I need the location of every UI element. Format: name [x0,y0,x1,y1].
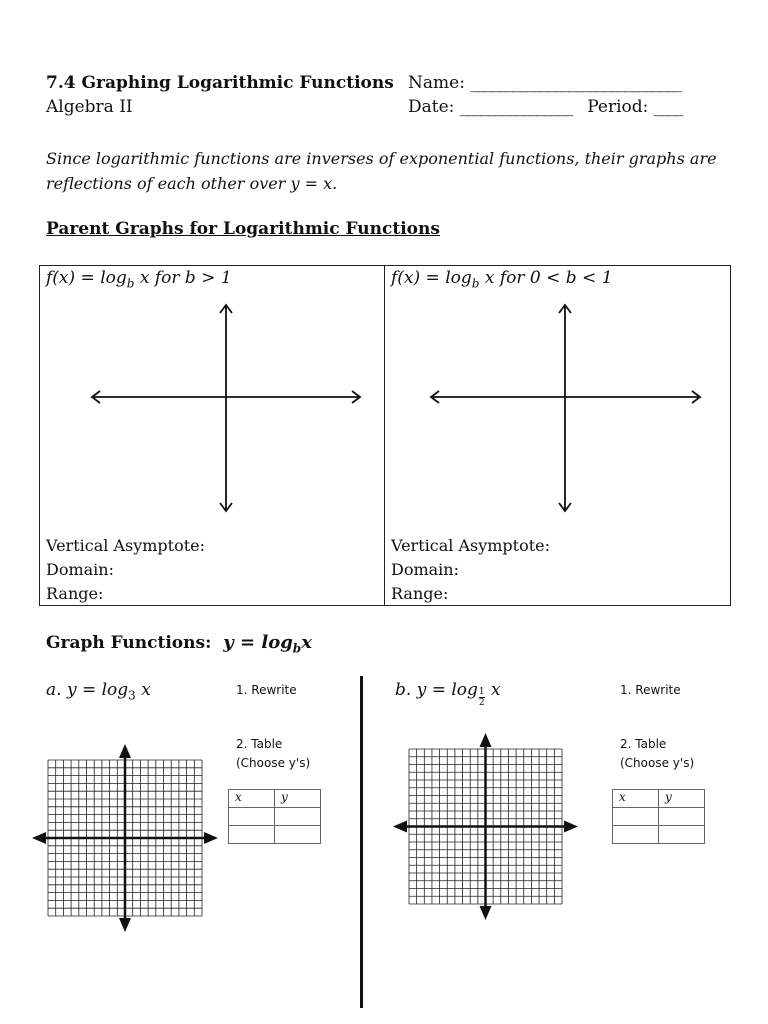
right-domain-label: Domain: [391,560,459,579]
problem-b-formula: b. y = log [395,680,478,700]
worksheet-title: 7.4 Graphing Logarithmic Functions [46,73,394,93]
name-label: Name: [408,73,471,93]
right-formula-base: b [471,276,480,291]
date-label: Date: [408,97,460,117]
intro-text: Since logarithmic functions are inverses of exponential functions, their graphs are reflections of each other over y = x. [46,149,717,193]
right-asymptote-label: Vertical Asymptote: [391,536,551,555]
problem-b-col-y: y [659,790,705,808]
problem-b-step1: 1. Rewrite [620,683,681,697]
right-formula-tail: x for 0 < b < 1 [479,268,613,288]
right-range-label: Range: [391,584,449,603]
left-domain-label: Domain: [46,560,114,579]
problem-b-step2-line2: (Choose y's) [620,756,695,770]
problem-a-col-y: y [275,790,321,808]
problem-a-var: x [135,680,151,700]
graph-functions-var: x [301,632,312,653]
right-formula-main: f(x) = log [391,268,472,288]
problem-b-step2-line1: 2. Table [620,737,667,751]
problem-a-step2-line2: (Choose y's) [236,756,311,770]
problem-a-step2-line1: 2. Table [236,737,283,751]
problem-b-base-num: 1 [478,687,485,697]
problem-a-formula: a. y = log [46,680,129,700]
left-formula-main: f(x) = log [46,268,127,288]
date-blank: ________________ [459,97,572,117]
left-range-label: Range: [46,584,104,603]
left-asymptote-label: Vertical Asymptote: [46,536,206,555]
graph-functions-formula: y = log [223,632,293,653]
problem-a-base: 3 [128,688,136,703]
period-blank: ____ [653,97,682,117]
problem-a-step1: 1. Rewrite [236,683,297,697]
problem-b-var: x [485,680,501,700]
name-blank: ______________________________ [470,73,681,93]
graph-functions-label: Graph Functions: [46,633,212,653]
left-formula-base: b [126,276,135,291]
problem-b-base-den: 2 [478,698,485,708]
problem-a-col-x: x [229,790,275,808]
problem-b-col-x: x [613,790,659,808]
period-label: Period: [587,97,654,117]
graph-functions-base: b [292,641,302,656]
parent-graphs-heading: Parent Graphs for Logarithmic Functions [46,219,440,239]
left-formula-tail: x for b > 1 [134,268,232,288]
course-name: Algebra II [46,97,133,117]
